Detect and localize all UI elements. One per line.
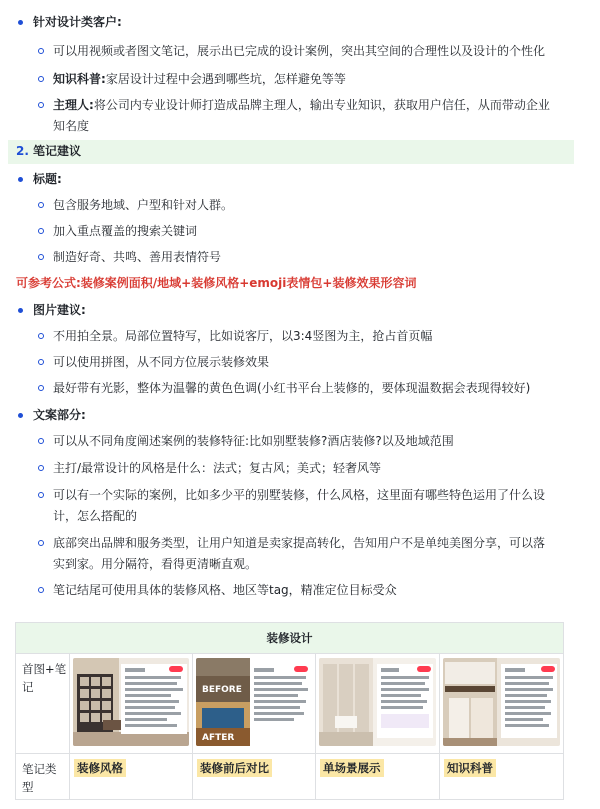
bullet-dot bbox=[18, 20, 23, 25]
case-table bbox=[15, 622, 564, 800]
image-heading: 图片建议: bbox=[33, 303, 86, 317]
table-cell bbox=[70, 654, 193, 754]
bullet-circle bbox=[38, 492, 44, 498]
room-photo bbox=[73, 658, 189, 746]
table-cell bbox=[193, 754, 316, 800]
title-item-text: 加入重点覆盖的搜索关键词 bbox=[53, 224, 198, 238]
row-label: 首图+笔 记 bbox=[16, 654, 70, 754]
table-cell bbox=[316, 654, 440, 754]
case-image-living-room[interactable] bbox=[73, 658, 189, 746]
table-cell bbox=[316, 754, 440, 800]
copy-item-text: 主打/最常设计的风格是什么：法式；复古风；美式；轻奢风等 bbox=[53, 461, 382, 475]
copy-item-text: 计，怎么搭配的 bbox=[53, 509, 138, 523]
copy-item-text: 可以从不同角度阐述案例的装修特征:比如别墅装修?酒店装修?以及地域范围 bbox=[53, 434, 454, 448]
title-item-text: 包含服务地域、户型和针对人群。 bbox=[53, 198, 234, 212]
before-label: BEFORE bbox=[202, 685, 242, 695]
bullet-dot bbox=[18, 308, 23, 313]
intro-item-line bbox=[53, 95, 550, 116]
intro-item-text: 可以用视频或者图文笔记，展示出已完成的设计案例，突出其空间的合理性以及设计的个性化 bbox=[53, 44, 546, 58]
copy-item-text: 底部突出品牌和服务类型，让用户知道是卖家提高转化，告知用户不是单纯美图分享，可以落 bbox=[53, 536, 546, 550]
section-number: 2. bbox=[16, 144, 29, 158]
intro-item-text: 知名度 bbox=[53, 119, 90, 133]
title-item-text: 制造好奇、共鸣、善用表情符号 bbox=[53, 250, 222, 264]
after-label: AFTER bbox=[202, 733, 235, 743]
bullet-circle bbox=[38, 540, 44, 546]
table-row bbox=[16, 654, 564, 754]
copy-item-text: 实到家。用分隔符，看得更清晰直观。 bbox=[53, 557, 258, 571]
wardrobe-photo bbox=[319, 658, 436, 746]
table-row bbox=[16, 754, 564, 800]
bullet-dot bbox=[18, 177, 23, 182]
row-label: 笔记类 型 bbox=[16, 754, 70, 800]
bullet-circle bbox=[38, 102, 44, 108]
image-item-text: 不用拍全景。局部位置特写，比如说客厅，以3:4竖图为主，抢占首页幅 bbox=[53, 329, 433, 343]
title-heading: 标题: bbox=[33, 172, 62, 186]
case-image-before-after[interactable] bbox=[196, 658, 312, 746]
copy-item-text: 可以有一个实际的案例，比如多少平的别墅装修，什么风格，这里面有哪些特色运用了什么设 bbox=[53, 488, 546, 502]
bullet-circle bbox=[38, 48, 44, 54]
bullet-dot bbox=[18, 413, 23, 418]
case-image-single-scene[interactable] bbox=[319, 658, 436, 746]
bullet-circle bbox=[38, 359, 44, 365]
bullet-circle bbox=[38, 228, 44, 234]
copy-item-text: 笔记结尾可使用具体的装修风格、地区等tag，精准定位目标受众 bbox=[53, 583, 397, 597]
note-type-tag: 装修风格 bbox=[74, 759, 126, 777]
copy-heading: 文案部分: bbox=[33, 408, 86, 422]
bullet-circle bbox=[38, 465, 44, 471]
intro-item-text: 家居设计过程中会遇到哪些坑，怎样避免等等 bbox=[105, 72, 346, 86]
intro-heading: 针对设计类客户: bbox=[33, 15, 122, 29]
intro-item-key: 知识科普: bbox=[53, 72, 106, 86]
note-type-tag: 装修前后对比 bbox=[197, 759, 272, 777]
formula-text: 可参考公式:装修案例面积/地域+装修风格+emoji表情包+装修效果形容词 bbox=[16, 276, 417, 290]
table-cell bbox=[440, 754, 564, 800]
bullet-circle bbox=[38, 202, 44, 208]
bullet-circle bbox=[38, 76, 44, 82]
section-title: 笔记建议 bbox=[33, 144, 82, 158]
note-type-tag: 知识科普 bbox=[444, 759, 496, 777]
intro-item-line bbox=[53, 69, 346, 90]
kitchen-photo bbox=[443, 658, 560, 746]
note-type-tag: 单场景展示 bbox=[320, 759, 384, 777]
intro-item-text: 将公司内专业设计师打造成品牌主理人，输出专业知识，获取用户信任，从而带动企业 bbox=[93, 98, 550, 112]
intro-item-key: 主理人: bbox=[53, 98, 94, 112]
bullet-circle bbox=[38, 587, 44, 593]
section-heading-highlight bbox=[8, 140, 574, 164]
before-after-photo bbox=[196, 658, 312, 746]
bullet-circle bbox=[38, 333, 44, 339]
image-item-text: 最好带有光影，整体为温馨的黄色色调(小红书平台上装修的，要体现温数据会表现得较好) bbox=[53, 381, 531, 395]
table-header: 装修设计 bbox=[16, 623, 564, 654]
bullet-circle bbox=[38, 438, 44, 444]
bullet-circle bbox=[38, 385, 44, 391]
table-header-row bbox=[16, 623, 564, 654]
image-item-text: 可以使用拼图，从不同方位展示装修效果 bbox=[53, 355, 270, 369]
table-cell bbox=[193, 654, 316, 754]
table-cell bbox=[70, 754, 193, 800]
bullet-circle bbox=[38, 254, 44, 260]
table-cell bbox=[440, 654, 564, 754]
case-image-knowledge[interactable] bbox=[443, 658, 560, 746]
